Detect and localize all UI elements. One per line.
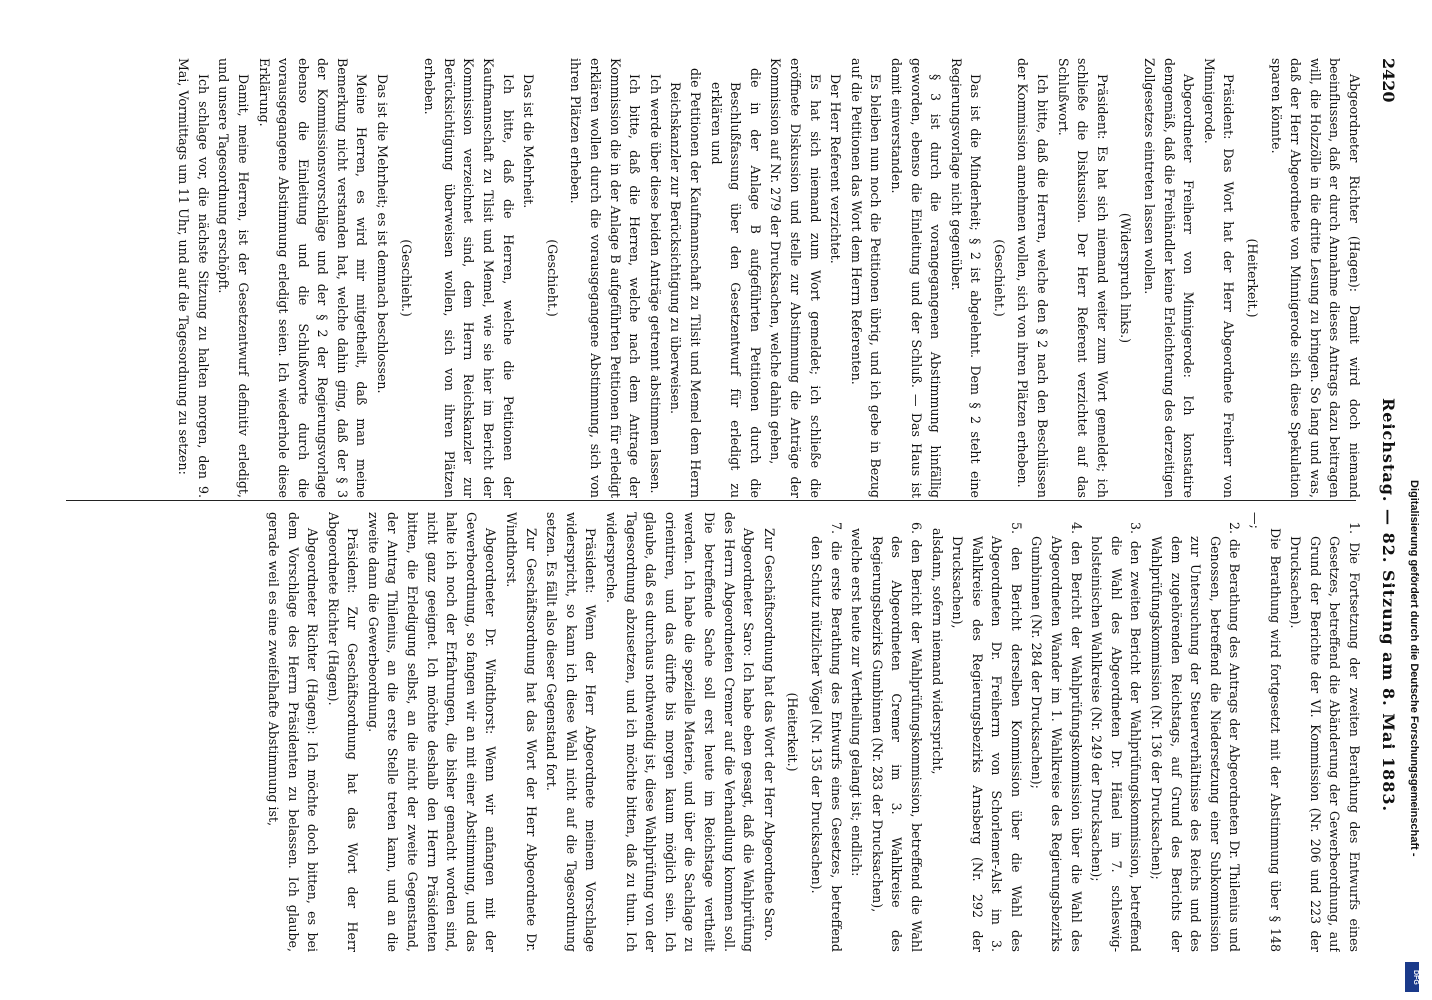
paragraph: Ich werde über diese beiden Anträge getrennt abstimmen lassen.	[647, 74, 663, 494]
running-title: Reichstag. — 82. Sitzung am 8. Mai 1883.	[1379, 398, 1398, 813]
stage-direction: (Geschieht.)	[398, 239, 414, 317]
paragraph: § 3 ist durch die vorangegangenen Abstimmung hinfällig geworden, ebenso die Einleitung und der Schluß. — Das Haus ist damit einverstanden.	[888, 58, 944, 498]
paragraph: alsdann, sofern niemand widerspricht,	[929, 528, 945, 775]
paragraph: Abgeordneter Freiherr von Minnigerode: Ich konstatire demgemäß, daß die Freihändler keine Erleichterung des derzeitigen Zollgesetzes eintreten lassen wollen.	[1142, 58, 1197, 498]
paragraph: Damit, meine Herren, ist der Gesetzentwurf definitiv erledigt, und unsere Tagesordnung erschöpft.	[216, 58, 251, 498]
paragraph: 7. die erste Berathung des Entwurfs eines Gesetzes, betreffend den Schutz nützlicher Vögel (Nr. 135 der Drucksachen).	[808, 522, 844, 952]
paragraph: welche erst heute zur Vertheilung gelangt ist; endlich:	[849, 528, 865, 877]
paragraph: Präsident: Zur Geschäftsordnung hat das Wort der Herr Abgeordnete Richter (Hagen).	[325, 512, 361, 952]
paragraph: Ich schlage vor, die nächste Sitzung zu halten morgen, den 9. Mai, Vormittags um 11 Uhr, und auf die Tagesordnung zu setzen:	[176, 58, 211, 498]
paragraph: Präsident: Das Wort hat der Herr Abgeordnete Freiherr von Minnigerode.	[1201, 58, 1237, 498]
paragraph: Ich bitte, daß die Herren, welche nach dem Antrage der Kommission die in der Anlage B aufgeführten Petitionen für erledigt erklären wollen durch die vorausgegangene Abstimmung, sich von ihren Plätzen erheben.	[568, 58, 643, 498]
paragraph: 1. Die Fortsetzung der zweiten Berathung des Entwurfs eines Gesetzes, betreffend die Abänderung der Gewerbeordnung, auf Grund der Berichte der VI. Kommission (Nr. 206 und 223 der Drucksachen).	[1288, 522, 1362, 952]
digitization-footer	[1404, 480, 1420, 1000]
paragraph: 4. den Bericht der Wahlprüfungskommission über die Wahl des Abgeordneten Wander im 1. Wahlkreise des Regierungsbezirks Gumbinnen (Nr. 284 der Drucksachen);	[1029, 522, 1084, 952]
paragraph: Ich bitte, daß die Herren, welche den § 2 nach den Beschlüssen der Kommission annehmen wollen, sich von ihren Plätzen erheben.	[1015, 58, 1051, 498]
paragraph: Abgeordneter Richter (Hagen): Damit wird doch niemand beeinflussen, daß er durch Annahme dieses Antrags dazu beitragen will, die Holzzölle in die dritte Lesung zu bringen. So lang und was, daß der Herr Abgeordnete von Minnigerode sich diese Spekulation sparen könnte.	[1268, 58, 1362, 498]
page-header	[1374, 58, 1398, 958]
stage-direction: (Heiterkeit.)	[785, 692, 801, 772]
right-column	[24, 512, 1364, 952]
paragraph: Meine Herren, es wird mir mitgetheilt, daß man meine Bemerkung nicht verstanden hat, welche dahin ging, daß der § 3 der Kommissionsvorschläge und der § 2 der Regierungsvorlage ebenso die Einleitung und die Schlußworte durch die vorausgegangene Abstimmung erledigt seien. Ich wiederhole diese Erklärung.	[256, 58, 370, 498]
paragraph: Abgeordneter Richter (Hagen): Ich möchte doch bitten, es bei dem Vorschlage des Herrn Präsidenten zu belassen. Ich glaube, gerade weil es eine zweifelhafte Abstimmung ist,	[265, 512, 321, 952]
paragraph: die Petitionen der Kaufmannschaft zu Tilsit und Memel dem Herrn Reichskanzler zur Berücksichtigung zu überweisen.	[668, 68, 703, 498]
stage-direction: (Geschieht.)	[991, 239, 1007, 317]
page-number: 2420	[1379, 58, 1398, 103]
paragraph: Der Herr Referent verzichtet.	[828, 74, 844, 264]
paragraph: 3. den zweiten Bericht der Wahlprüfungskommission, betreffend die Wahl des Abgeordneten Dr. Hänel im 7. schleswig-holsteinischen Wahlkreise (Nr. 249 der Drucksachen);	[1089, 522, 1144, 952]
paragraph: Zur Geschäftsordnung hat das Wort der Herr Abgeordnete Saro.	[761, 528, 777, 942]
paragraph: Abgeordneter Dr. Windthorst: Wenn wir anfangen mit der Gewerbeordnung, so fangen wir an mit einer Abstimmung, und das halte ich noch der Erfahrungen, die bisher gemacht worden sind, nicht ganz geeignet. Ich möchte deshalb den Herrn Präsidenten bitten, die Erledigung selbst, an die nicht der zweite Gegenstand, der Antrag Thilenius, an die erste Stelle treten kann, und an die zweite dann die Gewerbeordnung.	[365, 512, 499, 952]
paragraph: Das ist die Mehrheit; es ist demnach beschlossen.	[375, 74, 391, 394]
stage-direction: (Widerspruch links.)	[1118, 212, 1134, 344]
stage-direction: (Geschieht.)	[544, 239, 560, 317]
dfg-logo: DFG	[1405, 962, 1419, 992]
paragraph: Ich bitte, daß die Herren, welche die Petitionen der Kaufmannschaft zu Tilsit und Memel, wie sie hier im Bericht der Kommission verzeichnet sind, dem Herrn Reichskanzler zur Berücksichtigung überweisen wollen, sich von ihren Plätzen erheben.	[422, 58, 516, 498]
paragraph: Präsident: Wenn der Herr Abgeordnete meinem Vorschlage widerspricht, so kann ich diese Wahl nicht auf die Tagesordnung setzen. Es fällt also dieser Gegenstand fort.	[544, 512, 599, 952]
paragraph: Es hat sich niemand zum Wort gemeldet; ich schließe die eröffnete Diskussion und stelle zur Abstimmung die Anträge der Kommission auf Nr. 279 der Drucksachen, welche dahin gehen,	[768, 58, 823, 498]
paragraph: Es bleiben nun noch die Petitionen übrig, und ich gebe in Bezug auf die Petitionen das Wort dem Herrn Referenten.	[848, 58, 884, 498]
column-divider	[66, 500, 1356, 501]
left-column	[24, 58, 1364, 498]
digitization-note: Digitalisierung gefördert durch die Deutsche Forschungsgemeinschaft -	[1408, 480, 1420, 857]
paragraph: Abgeordneter Saro: Ich habe eben gesagt, daß die Wahlprüfung des Herrn Abgeordneten Cremer auf die Verhandlung kommen soll. Die betreffende Sache soll erst heute im Reichstage vertheilt werden. Ich habe die spezielle Materie, und über die Sachlage zu orientiren, und das dürfte bis morgen kaum möglich sein. Ich glaube, daß es durchaus nothwendig ist, diese Wahlprüfung von der Tagesordnung abzusetzen, und ich möchte bitten, daß zu thun. Ich widerspreche.	[604, 512, 757, 952]
paragraph: 5. den Bericht derselben Kommission über die Wahl des Abgeordneten Dr. Freiherrn von Schorlemer-Alst im 3. Wahlkreise des Regierungsbezirks Arnsberg (Nr. 292 der Drucksachen),	[950, 522, 1024, 952]
paragraph: Das ist die Minderheit; § 2 ist abgelehnt. Dem § 2 steht eine Regierungsvorlage nicht gegenüber.	[948, 58, 984, 498]
paragraph: die in der Anlage B aufgeführten Petitionen durch die Beschlußfassung über den Gesetzentwurf für erledigt zu erklären und	[708, 68, 763, 498]
paragraph: Zur Geschäftsordnung hat das Wort der Herr Abgeordnete Dr. Windthorst.	[504, 512, 539, 952]
paragraph: 6. den Bericht der Wahlprüfungskommission, betreffend die Wahl des Abgeordneten Cremer im 3. Wahlkreise des Regierungsbezirks Gumbinnen (Nr. 283 der Drucksachen),	[869, 522, 924, 952]
paragraph: Das ist die Mehrheit.	[521, 74, 537, 209]
paragraph: Präsident: Es hat sich niemand weiter zum Wort gemeldet; ich schließe die Diskussion. Der Herr Referent verzichtet auf das Schlußwort.	[1055, 58, 1110, 498]
paragraph: Die Berathung wird fortgesetzt mit der Abstimmung über § 148 —;	[1248, 512, 1283, 952]
stage-direction: (Heiterkeit.)	[1245, 238, 1261, 318]
paragraph: 2. die Berathung des Antrags der Abgeordneten Dr. Thilenius und Genossen, betreffend die Niedersetzung einer Subkommission zur Untersuchung der Steuerverhältnisse des Reichs und des dem zugehörenden Reichstags, auf Grund des Berichts der Wahlprüfungskommission (Nr. 136 der Drucksachen);	[1149, 522, 1243, 952]
